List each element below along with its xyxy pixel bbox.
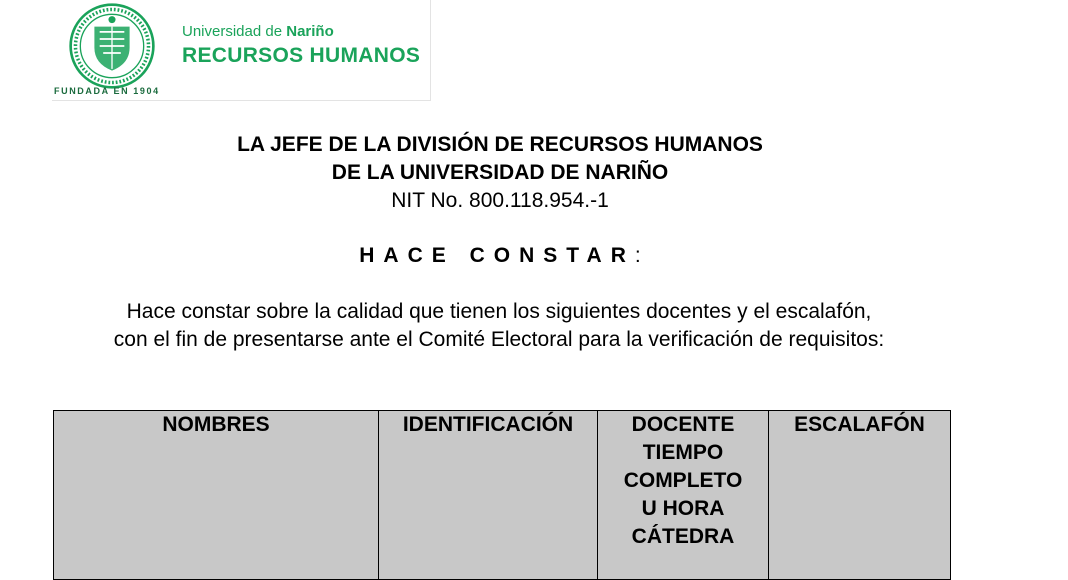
department-name: RECURSOS HUMANOS — [182, 44, 421, 67]
header-logo — [52, 0, 431, 101]
university-seal-icon — [68, 2, 156, 90]
header-teacher-type: DOCENTE TIEMPO COMPLETO U HORA CÁTEDRA — [598, 411, 769, 580]
intro-line1: Hace constar sobre la calidad que tienen los siguientes docentes y el escalafón, — [126, 300, 872, 323]
document-title-line1: LA JEFE DE LA DIVISIÓN DE RECURSOS HUMANOS — [237, 133, 763, 156]
header-names: NOMBRES — [54, 411, 379, 580]
intro-line2: con el fin de presentarse ante el Comité Electoral para la verificación de requisitos: — [113, 328, 885, 351]
certifies-heading: HACE CONSTAR: — [359, 244, 641, 267]
document-title-line2: DE LA UNIVERSIDAD DE NARIÑO — [331, 161, 669, 184]
table-header-row — [54, 411, 951, 580]
university-name: Universidad de Nariño — [182, 23, 334, 40]
header-identification: IDENTIFICACIÓN — [379, 411, 598, 580]
teachers-table — [53, 410, 951, 580]
header-rank: ESCALAFÓN — [769, 411, 951, 580]
founded-caption: FUNDADA EN 1904 — [54, 86, 160, 96]
nit-number: NIT No. 800.118.954.-1 — [391, 189, 609, 212]
